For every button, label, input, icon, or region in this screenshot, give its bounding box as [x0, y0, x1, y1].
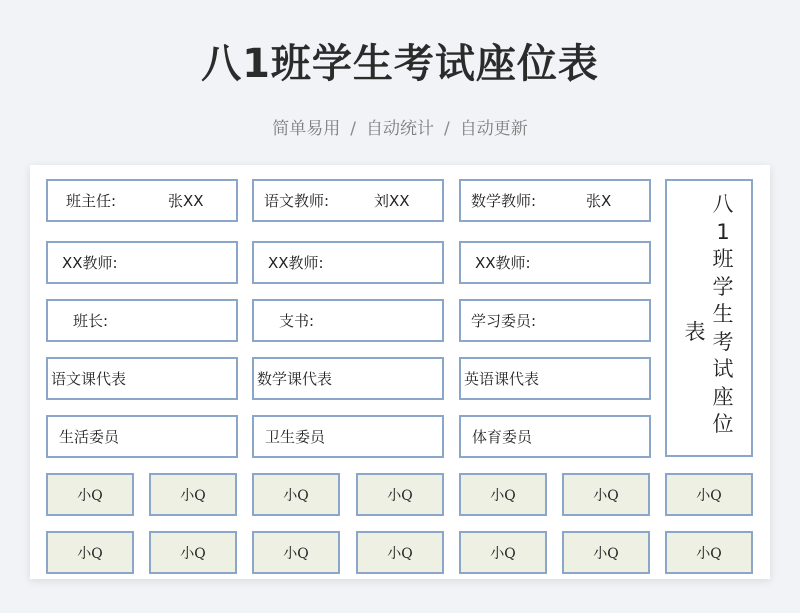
staff-role: 体育委员	[472, 428, 533, 446]
seat-cell[interactable]: 小Q	[562, 473, 650, 516]
seat-cell[interactable]: 小Q	[252, 473, 340, 516]
staff-role: 数学教师:	[471, 192, 537, 210]
staff-cell[interactable]	[459, 357, 651, 400]
seat-cell[interactable]: 小Q	[356, 531, 444, 574]
seat-cell[interactable]: 小Q	[356, 473, 444, 516]
staff-cell[interactable]	[46, 241, 238, 284]
staff-cell[interactable]	[252, 241, 444, 284]
staff-role: 班长:	[73, 312, 109, 330]
staff-name: 张X	[586, 192, 612, 210]
subtitle-item: 自动更新	[459, 119, 528, 139]
staff-cell[interactable]	[46, 179, 238, 222]
staff-role: 卫生委员	[265, 428, 326, 446]
subtitle-item: 自动统计	[366, 119, 434, 139]
staff-role: 学习委员:	[471, 312, 537, 330]
staff-role: XX教师:	[268, 254, 324, 272]
seat-cell[interactable]: 小Q	[149, 473, 237, 516]
subtitle-separator: /	[350, 119, 356, 139]
seat-cell[interactable]: 小Q	[252, 531, 340, 574]
seat-cell[interactable]: 小Q	[459, 473, 547, 516]
subtitle-item: 简单易用	[272, 119, 341, 139]
staff-cell[interactable]	[252, 357, 444, 400]
staff-name: 张XX	[168, 192, 204, 210]
staff-role: 生活委员	[59, 428, 120, 446]
staff-role: 语文教师:	[264, 192, 330, 210]
staff-cell[interactable]	[252, 179, 444, 222]
subtitle-separator: /	[444, 119, 450, 139]
seat-cell[interactable]: 小Q	[665, 473, 753, 516]
staff-role: 数学课代表	[257, 370, 333, 388]
staff-role: XX教师:	[62, 254, 118, 272]
page-title: 八1班学生考试座位表	[201, 41, 599, 87]
staff-cell[interactable]	[46, 415, 238, 458]
staff-cell[interactable]	[252, 299, 444, 342]
staff-cell[interactable]	[459, 241, 651, 284]
staff-name: 刘XX	[374, 192, 410, 210]
staff-cell[interactable]	[459, 179, 651, 222]
seat-cell[interactable]: 小Q	[562, 531, 650, 574]
seating-sheet	[30, 165, 770, 579]
staff-cell[interactable]	[459, 299, 651, 342]
staff-role: 语文课代表	[51, 370, 127, 388]
staff-role: 支书:	[279, 312, 315, 330]
side-title-box	[665, 179, 753, 457]
staff-cell[interactable]	[252, 415, 444, 458]
seat-cell[interactable]: 小Q	[46, 531, 134, 574]
staff-role: 班主任:	[66, 192, 117, 210]
staff-cell[interactable]	[46, 357, 238, 400]
seat-cell[interactable]: 小Q	[149, 531, 237, 574]
staff-role: 英语课代表	[464, 370, 540, 388]
staff-cell[interactable]	[46, 299, 238, 342]
staff-cell[interactable]	[459, 415, 651, 458]
seat-cell[interactable]: 小Q	[459, 531, 547, 574]
subtitle	[0, 114, 800, 139]
staff-role: XX教师:	[475, 254, 531, 272]
seat-cell[interactable]: 小Q	[665, 531, 753, 574]
seat-cell[interactable]: 小Q	[46, 473, 134, 516]
side-title-column: 八1班学生考试座位	[712, 192, 734, 436]
side-title-column: 表	[684, 320, 706, 344]
